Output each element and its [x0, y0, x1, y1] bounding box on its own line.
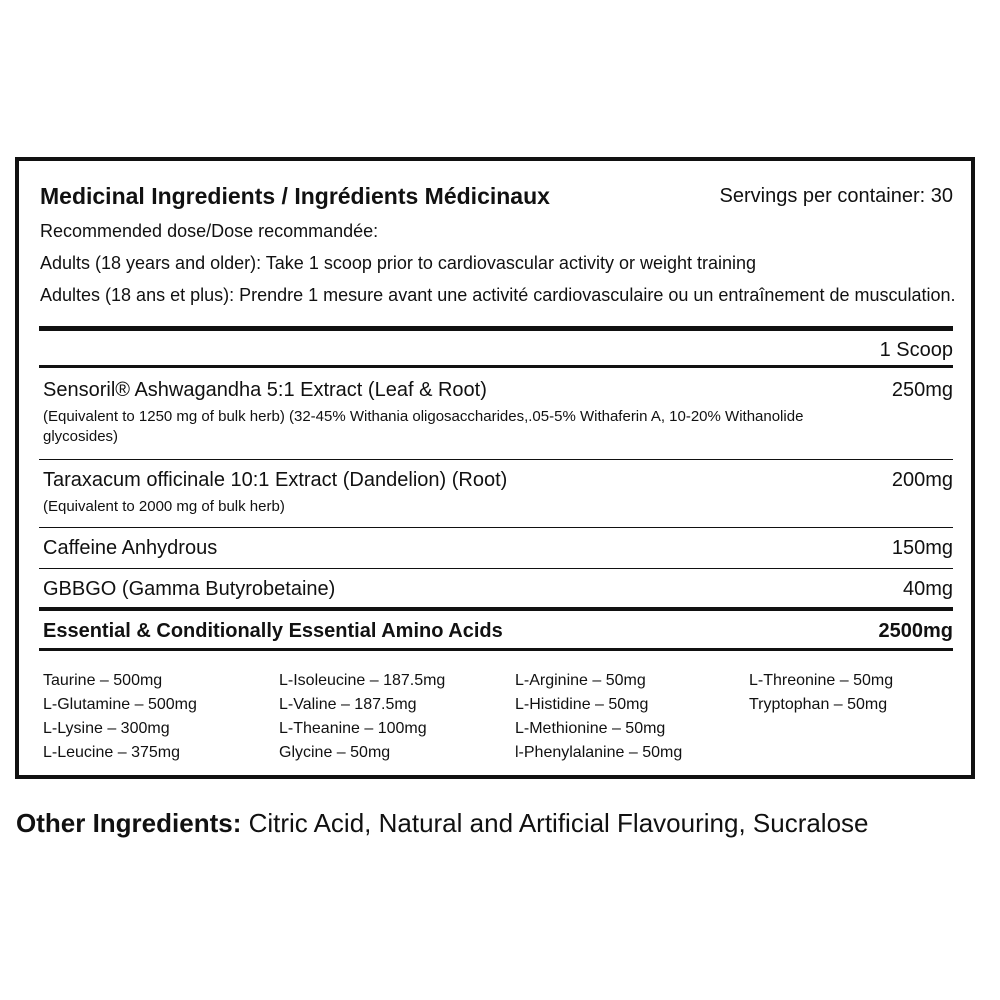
medicinal-ingredients-panel	[15, 157, 975, 779]
row-divider	[39, 527, 953, 528]
amino-acid: L-Glutamine – 500mg	[43, 696, 197, 713]
amino-blend-amount: 2500mg	[878, 620, 953, 642]
blend-divider	[39, 648, 953, 651]
amino-acid: L-Isoleucine – 187.5mg	[279, 672, 446, 689]
amino-acid: Tryptophan – 50mg	[749, 696, 888, 713]
ingredient-name: GBBGO (Gamma Butyrobetaine)	[43, 578, 336, 600]
ingredient-name: Caffeine Anhydrous	[43, 537, 218, 559]
dose-english: Adults (18 years and older): Take 1 scoop prior to cardiovascular activity or weight training	[40, 253, 757, 273]
ingredient-note: (Equivalent to 2000 mg of bulk herb)	[43, 498, 285, 515]
amino-acid: L-Arginine – 50mg	[515, 672, 646, 689]
ingredient-amount: 150mg	[891, 537, 953, 559]
ingredient-amount: 250mg	[891, 379, 953, 401]
amino-column	[515, 669, 682, 765]
other-ingredients-text: Citric Acid, Natural and Artificial Flavouring, Sucralose	[241, 808, 869, 838]
header-divider	[39, 365, 953, 368]
row-divider	[39, 568, 953, 569]
row-divider	[39, 459, 953, 460]
amino-column	[749, 669, 893, 717]
dose-heading: Recommended dose/Dose recommandée:	[40, 221, 379, 241]
amino-acid: L-Threonine – 50mg	[749, 672, 894, 689]
amino-acid: L-Leucine – 375mg	[43, 744, 180, 761]
amino-acid: L-Histidine – 50mg	[515, 696, 649, 713]
amino-acid: L-Lysine – 300mg	[43, 720, 170, 737]
servings-per-container: Servings per container: 30	[719, 185, 953, 207]
amino-acid: L-Theanine – 100mg	[279, 720, 427, 737]
ingredient-name: Sensoril® Ashwagandha 5:1 Extract (Leaf & Root)	[43, 379, 487, 401]
ingredient-note: (Equivalent to 1250 mg of bulk herb) (32-45% Withania oligosaccharides,.05-5% Withaferin A, 10-20% Withanolide glycosides)	[43, 408, 804, 445]
other-ingredients-label: Other Ingredients:	[16, 808, 242, 838]
amino-acid: Glycine – 50mg	[279, 744, 391, 761]
ingredient-name: Taraxacum officinale 10:1 Extract (Dandelion) (Root)	[43, 469, 508, 491]
ingredient-amount: 40mg	[902, 578, 953, 600]
panel-title: Medicinal Ingredients / Ingrédients Médicinaux	[40, 183, 550, 209]
other-ingredients	[16, 808, 869, 839]
amino-column	[279, 669, 445, 765]
amino-acid: l-Phenylalanine – 50mg	[515, 744, 683, 761]
ingredient-amount: 200mg	[891, 469, 953, 491]
amino-acid: Taurine – 500mg	[43, 672, 163, 689]
thick-divider	[39, 326, 953, 331]
amino-column	[43, 669, 197, 765]
dose-french: Adultes (18 ans et plus): Prendre 1 mesure avant une activité cardiovasculaire ou un entraînement de musculation.	[40, 285, 956, 305]
thick-divider	[39, 607, 953, 611]
amino-acid: L-Valine – 187.5mg	[279, 696, 417, 713]
amino-acid: L-Methionine – 50mg	[515, 720, 666, 737]
amino-blend-name: Essential & Conditionally Essential Amino Acids	[43, 620, 503, 642]
column-header: 1 Scoop	[879, 339, 953, 361]
